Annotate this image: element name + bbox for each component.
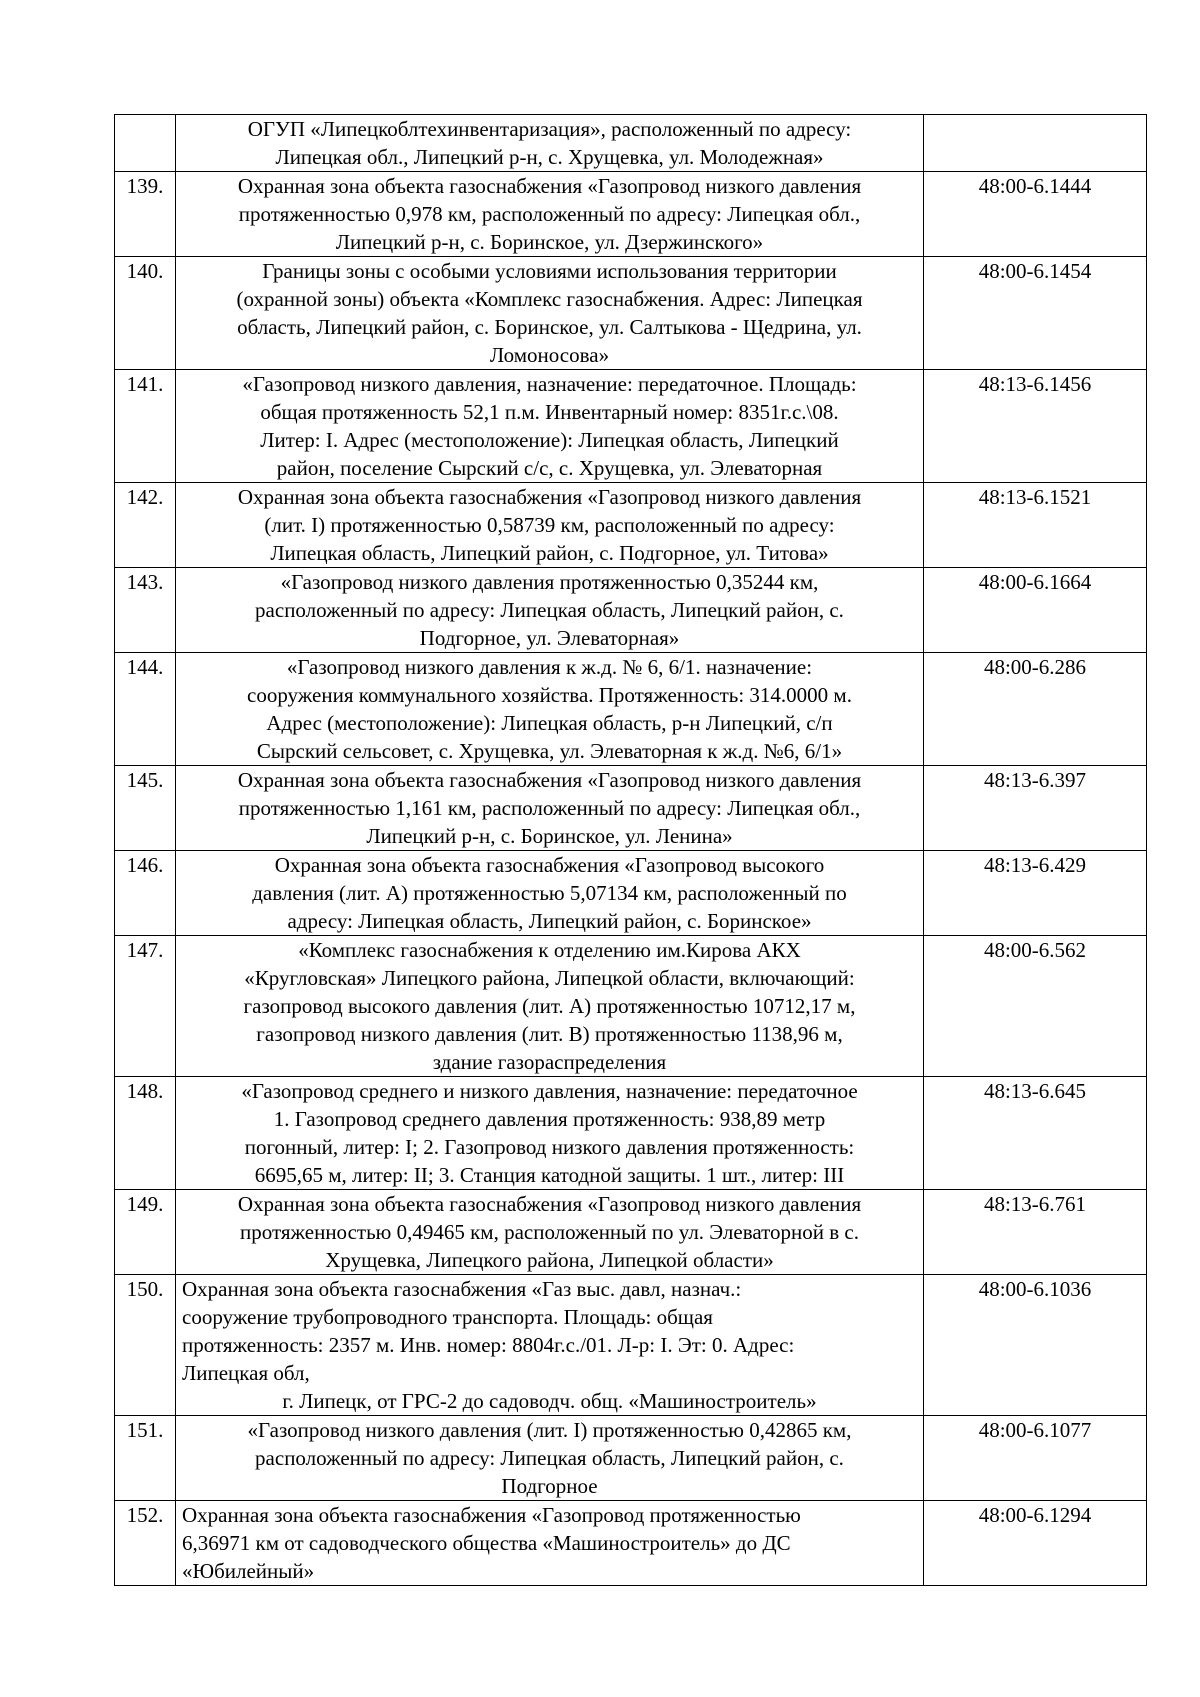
registry-number: 48:00-6.1664 [924,568,1147,653]
table-row [115,1501,1147,1586]
row-description [176,483,924,568]
row-number: 151. [115,1416,176,1501]
description-line: ОГУП «Липецкоблтехинвентаризация», расположенный по адресу: [247,117,852,141]
table-row [115,766,1147,851]
registry-number: 48:00-6.1294 [924,1501,1147,1586]
description-line: г. Липецк, от ГРС-2 до садоводч. общ. «Машиностроитель» [282,1389,817,1413]
row-number: 146. [115,851,176,936]
row-number: 141. [115,370,176,483]
registry-table-body [115,115,1147,1586]
description-line: расположенный по адресу: Липецкая область, Липецкий район, с. [255,1446,844,1470]
row-description [176,1190,924,1275]
description-line: «Газопровод среднего и низкого давления, назначение: передаточное [241,1079,858,1103]
registry-number: 48:13-6.429 [924,851,1147,936]
description-line: «Газопровод низкого давления к ж.д. № 6, 6/1. назначение: [286,655,813,679]
registry-number: 48:13-6.397 [924,766,1147,851]
description-line: «Комплекс газоснабжения к отделению им.Кирова АКХ [298,938,801,962]
registry-table [114,114,1147,1586]
description-line: «Газопровод низкого давления протяженностью 0,35244 км, [280,570,819,594]
description-line: Липецкий р-н, с. Боринское, ул. Ленина» [366,824,733,848]
registry-number: 48:13-6.761 [924,1190,1147,1275]
description-line: (лит. I) протяженностью 0,58739 км, расположенный по адресу: [264,513,835,537]
description-line: погонный, литер: I; 2. Газопровод низкого давления протяженность: [244,1135,855,1159]
row-description [176,568,924,653]
row-description [176,115,924,172]
registry-number [924,115,1147,172]
description-line: Липецкая обл., Липецкий р-н, с. Хрущевка, ул. Молодежная» [275,145,824,169]
row-description [176,172,924,257]
description-line: Охранная зона объекта газоснабжения «Газопровод низкого давления [237,485,862,509]
row-number: 139. [115,172,176,257]
row-description [176,851,924,936]
description-line: сооружения коммунального хозяйства. Протяженность: 314.0000 м. [247,683,852,707]
row-description [176,936,924,1077]
description-line: Хрущевка, Липецкого района, Липецкой области» [325,1248,774,1272]
description-line: «Кругловская» Липецкого района, Липецкой области, включающий: [244,966,855,990]
row-description [176,257,924,370]
row-description [176,653,924,766]
description-line: протяженностью 1,161 км, расположенный по адресу: Липецкая обл., [238,796,861,820]
table-row [115,257,1147,370]
description-line: Литер: I. Адрес (местоположение): Липецкая область, Липецкий [260,428,839,452]
description-line: Охранная зона объекта газоснабжения «Газ выс. давл, назнач.: [182,1277,742,1301]
description-line: Подгорное [501,1474,598,1498]
row-number: 143. [115,568,176,653]
row-description [176,370,924,483]
table-row [115,568,1147,653]
row-number: 147. [115,936,176,1077]
description-line: протяженность: 2357 м. Инв. номер: 8804г.с./01. Л-р: I. Эт: 0. Адрес: [182,1333,795,1357]
description-line: Адрес (местоположение): Липецкая область, р-н Липецкий, с/п [266,711,833,735]
description-line: Охранная зона объекта газоснабжения «Газопровод высокого [274,853,825,877]
description-line: газопровод высокого давления (лит. А) протяженностью 10712,17 м, [243,994,856,1018]
row-number: 149. [115,1190,176,1275]
description-line: Сырский сельсовет, с. Хрущевка, ул. Элеваторная к ж.д. №6, 6/1» [256,739,843,763]
table-row [115,653,1147,766]
description-line: адресу: Липецкая область, Липецкий район, с. Боринское» [287,909,812,933]
table-row [115,370,1147,483]
row-number: 148. [115,1077,176,1190]
registry-number: 48:00-6.1036 [924,1275,1147,1416]
description-line: «Юбилейный» [182,1559,315,1583]
description-line: район, поселение Сырский с/с, с. Хрущевка, ул. Элеваторная [276,456,823,480]
registry-number: 48:00-6.1444 [924,172,1147,257]
row-number: 145. [115,766,176,851]
description-line: Липецкая обл, [182,1361,310,1385]
description-line: протяженностью 0,49465 км, расположенный по ул. Элеваторной в с. [240,1220,859,1244]
table-row [115,936,1147,1077]
row-description [176,1275,924,1416]
row-description [176,1077,924,1190]
description-line: (охранной зоны) объекта «Комплекс газоснабжения. Адрес: Липецкая [236,287,863,311]
description-line: Охранная зона объекта газоснабжения «Газопровод низкого давления [237,768,862,792]
table-row [115,1416,1147,1501]
row-number [115,115,176,172]
table-row [115,172,1147,257]
registry-number: 48:13-6.1456 [924,370,1147,483]
row-description [176,766,924,851]
registry-number: 48:13-6.645 [924,1077,1147,1190]
row-description [176,1416,924,1501]
description-line: область, Липецкий район, с. Боринское, ул. Салтыкова - Щедрина, ул. [237,315,862,339]
registry-number: 48:00-6.1077 [924,1416,1147,1501]
table-row [115,1077,1147,1190]
description-line: давления (лит. А) протяженностью 5,07134 км, расположенный по [252,881,847,905]
row-number: 150. [115,1275,176,1416]
description-line: 6,36971 км от садоводческого общества «Машиностроитель» до ДС [182,1531,791,1555]
description-line: 1. Газопровод среднего давления протяженность: 938,89 метр [273,1107,826,1131]
registry-number: 48:00-6.286 [924,653,1147,766]
description-line: Липецкий р-н, с. Боринское, ул. Дзержинского» [335,230,764,254]
description-line: Охранная зона объекта газоснабжения «Газопровод низкого давления [237,174,862,198]
table-row [115,1190,1147,1275]
description-line: сооружение трубопроводного транспорта. Площадь: общая [182,1305,713,1329]
table-row [115,483,1147,568]
description-line: 6695,65 м, литер: II; 3. Станция катодной защиты. 1 шт., литер: III [254,1163,845,1187]
description-line: «Газопровод низкого давления (лит. I) протяженностью 0,42865 км, [247,1418,852,1442]
table-row [115,115,1147,172]
table-row [115,851,1147,936]
row-description [176,1501,924,1586]
description-line: «Газопровод низкого давления, назначение: передаточное. Площадь: [242,372,857,396]
description-line: расположенный по адресу: Липецкая область, Липецкий район, с. [255,598,844,622]
table-row [115,1275,1147,1416]
description-line: Охранная зона объекта газоснабжения «Газопровод протяженностью [182,1503,801,1527]
row-number: 140. [115,257,176,370]
description-line: здание газораспределения [432,1050,667,1074]
description-line: газопровод низкого давления (лит. В) протяженностью 1138,96 м, [256,1022,843,1046]
description-line: Охранная зона объекта газоснабжения «Газопровод низкого давления [237,1192,862,1216]
description-line: общая протяженность 52,1 п.м. Инвентарный номер: 8351г.с.\08. [260,400,839,424]
description-line: Границы зоны с особыми условиями использования территории [262,259,837,283]
registry-number: 48:00-6.1454 [924,257,1147,370]
description-line: Липецкая область, Липецкий район, с. Подгорное, ул. Титова» [270,541,829,565]
row-number: 142. [115,483,176,568]
registry-number: 48:00-6.562 [924,936,1147,1077]
description-line: протяженностью 0,978 км, расположенный по адресу: Липецкая обл., [238,202,861,226]
description-line: Подгорное, ул. Элеваторная» [419,626,680,650]
row-number: 144. [115,653,176,766]
registry-number: 48:13-6.1521 [924,483,1147,568]
row-number: 152. [115,1501,176,1586]
description-line: Ломоносова» [489,343,610,367]
